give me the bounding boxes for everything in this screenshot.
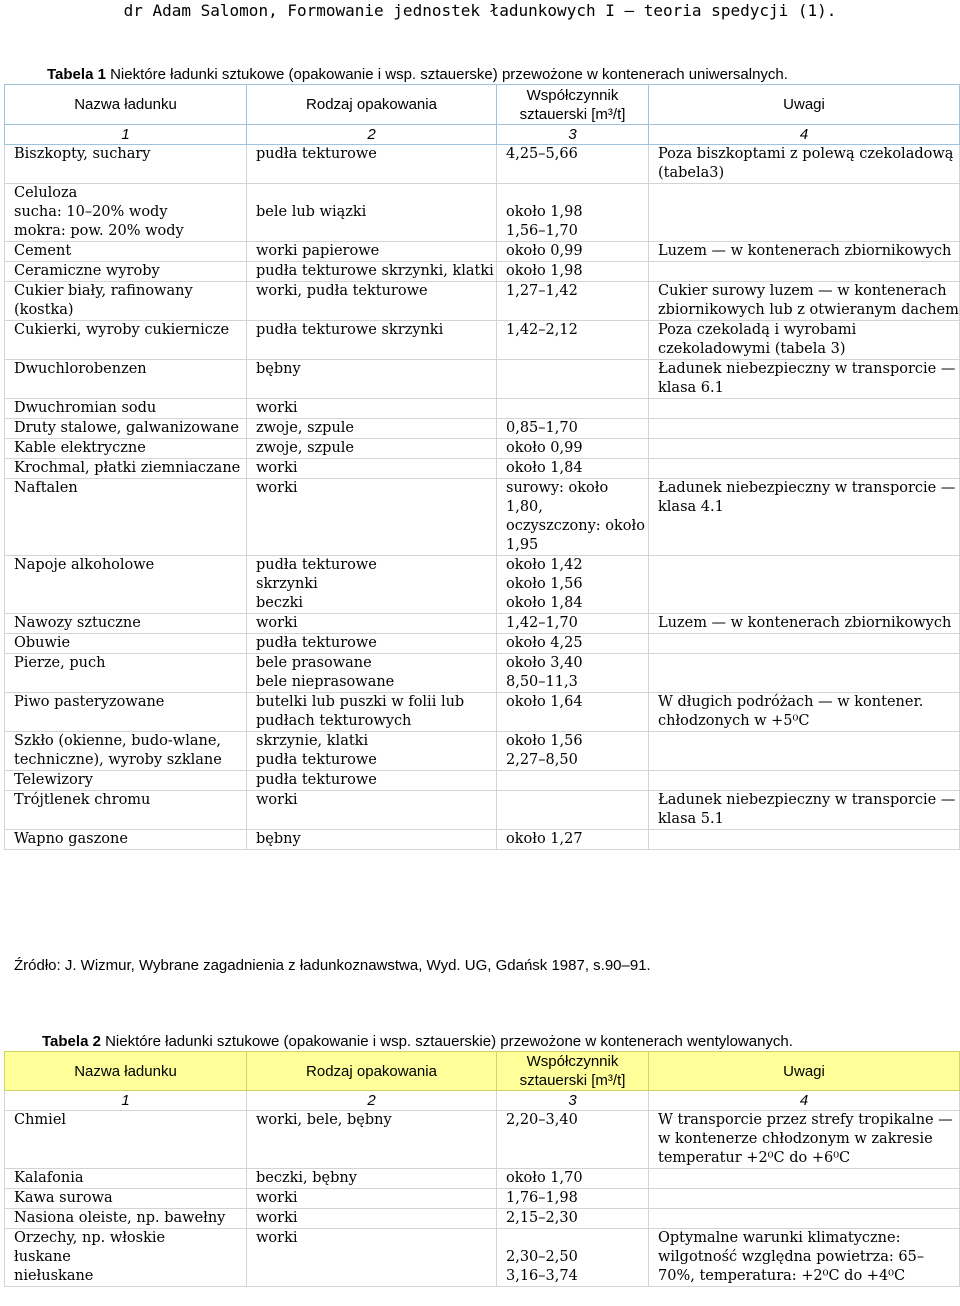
table-cell: Telewizory [5, 771, 247, 791]
table-cell: W długich podróżach — w kontener. chłodzonych w +5⁰C [649, 693, 960, 732]
table1-label: Tabela 1 [47, 66, 106, 83]
table2-col-header: Nazwa ładunku [5, 1052, 247, 1091]
table-cell: zwoje, szpule [247, 439, 497, 459]
table1-col-header: Nazwa ładunku [5, 85, 247, 125]
table-cell: worki [247, 459, 497, 479]
table-row [5, 439, 960, 459]
table-cell [497, 399, 649, 419]
table-cell: Dwuchromian sodu [5, 399, 247, 419]
table-cell: pudła tekturowe [247, 634, 497, 654]
table-cell: Cukier surowy luzem — w kontenerach zbiornikowych lub z otwieranym dachem [649, 282, 960, 321]
table-cell: pudła tekturowe skrzynki, klatki [247, 262, 497, 282]
table-cell: Krochmal, płatki ziemniaczane [5, 459, 247, 479]
table-row [5, 693, 960, 732]
table-row [5, 321, 960, 360]
table-cell: Kawa surowa [5, 1189, 247, 1209]
table-cell: Obuwie [5, 634, 247, 654]
table-cell: worki [247, 614, 497, 634]
table-cell [649, 732, 960, 771]
table2-col-number: 1 [5, 1091, 247, 1111]
table1-col-header: Uwagi [649, 85, 960, 125]
table-cell: pudła tekturowe skrzynki [247, 321, 497, 360]
table1-col-number: 2 [247, 125, 497, 145]
table-cell: Szkło (okienne, budo-wlane, techniczne), wyroby szklane [5, 732, 247, 771]
table-cell: 1,27–1,42 [497, 282, 649, 321]
table-row [5, 360, 960, 399]
table-cell [649, 399, 960, 419]
table-cell: worki [247, 1189, 497, 1209]
table-cell: 1,76–1,98 [497, 1189, 649, 1209]
table-cell: około 1,98 1,56–1,70 [497, 184, 649, 242]
table1-col-number: 3 [497, 125, 649, 145]
table-cell: około 0,99 [497, 242, 649, 262]
table-cell: bębny [247, 830, 497, 850]
table-cell: około 3,40 8,50–11,3 [497, 654, 649, 693]
table1-caption-text: Niektóre ładunki sztukowe (opakowanie i wsp. sztauerske) przewożone w kontenerach uniwersalnych. [110, 66, 788, 83]
table-cell: Piwo pasteryzowane [5, 693, 247, 732]
table-cell [649, 419, 960, 439]
table-cell [649, 1189, 960, 1209]
table-cell: worki [247, 1229, 497, 1287]
table2-col-header: Uwagi [649, 1052, 960, 1091]
table-cell: pudła tekturowe [247, 771, 497, 791]
table-cell: worki papierowe [247, 242, 497, 262]
table-cell: surowy: około 1,80, oczyszczony: około 1,95 [497, 479, 649, 556]
table-row [5, 654, 960, 693]
table-row [5, 184, 960, 242]
table-row [5, 1169, 960, 1189]
table-cell: Pierze, puch [5, 654, 247, 693]
table2-label: Tabela 2 [42, 1033, 101, 1050]
table2-col-number: 4 [649, 1091, 960, 1111]
table-cell: worki [247, 399, 497, 419]
table-cell [649, 439, 960, 459]
table-row [5, 634, 960, 654]
table-cell [649, 634, 960, 654]
table-cell: beczki, bębny [247, 1169, 497, 1189]
table-cell [497, 791, 649, 830]
table-cell: Cukierki, wyroby cukiernicze [5, 321, 247, 360]
table-cell: Orzechy, np. włoskie łuskane niełuskane [5, 1229, 247, 1287]
table-row [5, 614, 960, 634]
table-row [5, 419, 960, 439]
table-cell: Luzem — w kontenerach zbiornikowych [649, 614, 960, 634]
table-cell: worki [247, 1209, 497, 1229]
table-cell: Naftalen [5, 479, 247, 556]
table2-col-header: Współczynnik sztauerski [m³/t] [497, 1052, 649, 1091]
table1-source: Źródło: J. Wizmur, Wybrane zagadnienia z ładunkoznawstwa, Wyd. UG, Gdańsk 1987, s.90–91. [14, 957, 651, 974]
table-cell: 2,15–2,30 [497, 1209, 649, 1229]
table2-col-number: 3 [497, 1091, 649, 1111]
table-row [5, 556, 960, 614]
table-cell [649, 771, 960, 791]
table-cell: Dwuchlorobenzen [5, 360, 247, 399]
table-cell: worki, pudła tekturowe [247, 282, 497, 321]
table2-col-number-row [5, 1091, 960, 1111]
table-row [5, 732, 960, 771]
table-row [5, 282, 960, 321]
table-cell [649, 654, 960, 693]
table-cell: około 1,64 [497, 693, 649, 732]
table1-col-number: 4 [649, 125, 960, 145]
table-cell: zwoje, szpule [247, 419, 497, 439]
table-row [5, 459, 960, 479]
table-cell: bębny [247, 360, 497, 399]
table-cell: Druty stalowe, galwanizowane [5, 419, 247, 439]
table-cell: około 1,56 2,27–8,50 [497, 732, 649, 771]
table-row [5, 479, 960, 556]
table-cell: około 1,42 około 1,56 około 1,84 [497, 556, 649, 614]
table-cell: Ceramiczne wyroby [5, 262, 247, 282]
table-row [5, 242, 960, 262]
table-cell: około 1,84 [497, 459, 649, 479]
table-cell: Poza biszkoptami z polewą czekoladową (tabela3) [649, 145, 960, 184]
table-cell: Ładunek niebezpieczny w transporcie — klasa 6.1 [649, 360, 960, 399]
table2 [4, 1051, 960, 1287]
table-cell: około 1,98 [497, 262, 649, 282]
table-cell: Napoje alkoholowe [5, 556, 247, 614]
table-cell: Nasiona oleiste, np. bawełny [5, 1209, 247, 1229]
table1-header-row [5, 85, 960, 125]
table-cell: pudła tekturowe skrzynki beczki [247, 556, 497, 614]
table-cell: worki [247, 479, 497, 556]
table-cell: Chmiel [5, 1111, 247, 1169]
table-cell: około 0,99 [497, 439, 649, 459]
table1-col-header: Współczynnik sztauerski [m³/t] [497, 85, 649, 125]
table-cell: pudła tekturowe [247, 145, 497, 184]
table-cell: Optymalne warunki klimatyczne: wilgotność względna powietrza: 65–70%, temperatura: +2⁰C do +4⁰C [649, 1229, 960, 1287]
table-cell: Nawozy sztuczne [5, 614, 247, 634]
table-cell: około 1,27 [497, 830, 649, 850]
table-cell: worki [247, 791, 497, 830]
table-cell [649, 184, 960, 242]
table-cell: bele lub wiązki [247, 184, 497, 242]
table-cell: 1,42–2,12 [497, 321, 649, 360]
table-cell [497, 360, 649, 399]
table-row [5, 771, 960, 791]
table-cell: 0,85–1,70 [497, 419, 649, 439]
table-cell: Trójtlenek chromu [5, 791, 247, 830]
table-cell: Cukier biały, rafinowany (kostka) [5, 282, 247, 321]
table-cell [497, 771, 649, 791]
table-cell: 1,42–1,70 [497, 614, 649, 634]
table-cell [649, 556, 960, 614]
table-cell [649, 1209, 960, 1229]
table-cell [649, 262, 960, 282]
table-cell [649, 830, 960, 850]
table1-col-number: 1 [5, 125, 247, 145]
table-row [5, 399, 960, 419]
table2-col-header: Rodzaj opakowania [247, 1052, 497, 1091]
table1-col-header: Rodzaj opakowania [247, 85, 497, 125]
table-cell: Celuloza sucha: 10–20% wody mokra: pow. 20% wody [5, 184, 247, 242]
table-row [5, 1111, 960, 1169]
table1-col-number-row [5, 125, 960, 145]
table-cell: bele prasowane bele nieprasowane [247, 654, 497, 693]
table-cell: Wapno gaszone [5, 830, 247, 850]
table-row [5, 1189, 960, 1209]
table1 [4, 84, 960, 850]
table-cell: Ładunek niebezpieczny w transporcie — klasa 5.1 [649, 791, 960, 830]
table-row [5, 791, 960, 830]
table-cell: worki, bele, bębny [247, 1111, 497, 1169]
table-cell: Ładunek niebezpieczny w transporcie — klasa 4.1 [649, 479, 960, 556]
table-cell: skrzynie, klatki pudła tekturowe [247, 732, 497, 771]
table-cell: 2,20–3,40 [497, 1111, 649, 1169]
table-cell: W transporcie przez strefy tropikalne — w kontenerze chłodzonym w zakresie temperatur +2⁰C do +6⁰C [649, 1111, 960, 1169]
table-cell: Cement [5, 242, 247, 262]
table-row [5, 1209, 960, 1229]
table-row [5, 262, 960, 282]
table2-col-number: 2 [247, 1091, 497, 1111]
table-row [5, 1229, 960, 1287]
table-cell [649, 1169, 960, 1189]
table-cell: Kable elektryczne [5, 439, 247, 459]
table-cell: Poza czekoladą i wyrobami czekoladowymi (tabela 3) [649, 321, 960, 360]
running-header: dr Adam Salomon, Formowanie jednostek ładunkowych I – teoria spedycji (1). [123, 1, 837, 20]
table-cell: butelki lub puszki w folii lub pudłach tekturowych [247, 693, 497, 732]
table-cell: Biszkopty, suchary [5, 145, 247, 184]
table1-caption [47, 66, 788, 84]
table2-header-row [5, 1052, 960, 1091]
table2-caption [42, 1033, 793, 1051]
table-row [5, 145, 960, 184]
table-row [5, 830, 960, 850]
table2-caption-text: Niektóre ładunki sztukowe (opakowanie i wsp. sztauerskie) przewożone w kontenerach wentylowanych. [105, 1033, 793, 1050]
table-cell: 4,25–5,66 [497, 145, 649, 184]
table-cell [649, 459, 960, 479]
table-cell: około 1,70 [497, 1169, 649, 1189]
table-cell: Kalafonia [5, 1169, 247, 1189]
table-cell: 2,30–2,50 3,16–3,74 [497, 1229, 649, 1287]
table-cell: około 4,25 [497, 634, 649, 654]
table-cell: Luzem — w kontenerach zbiornikowych [649, 242, 960, 262]
